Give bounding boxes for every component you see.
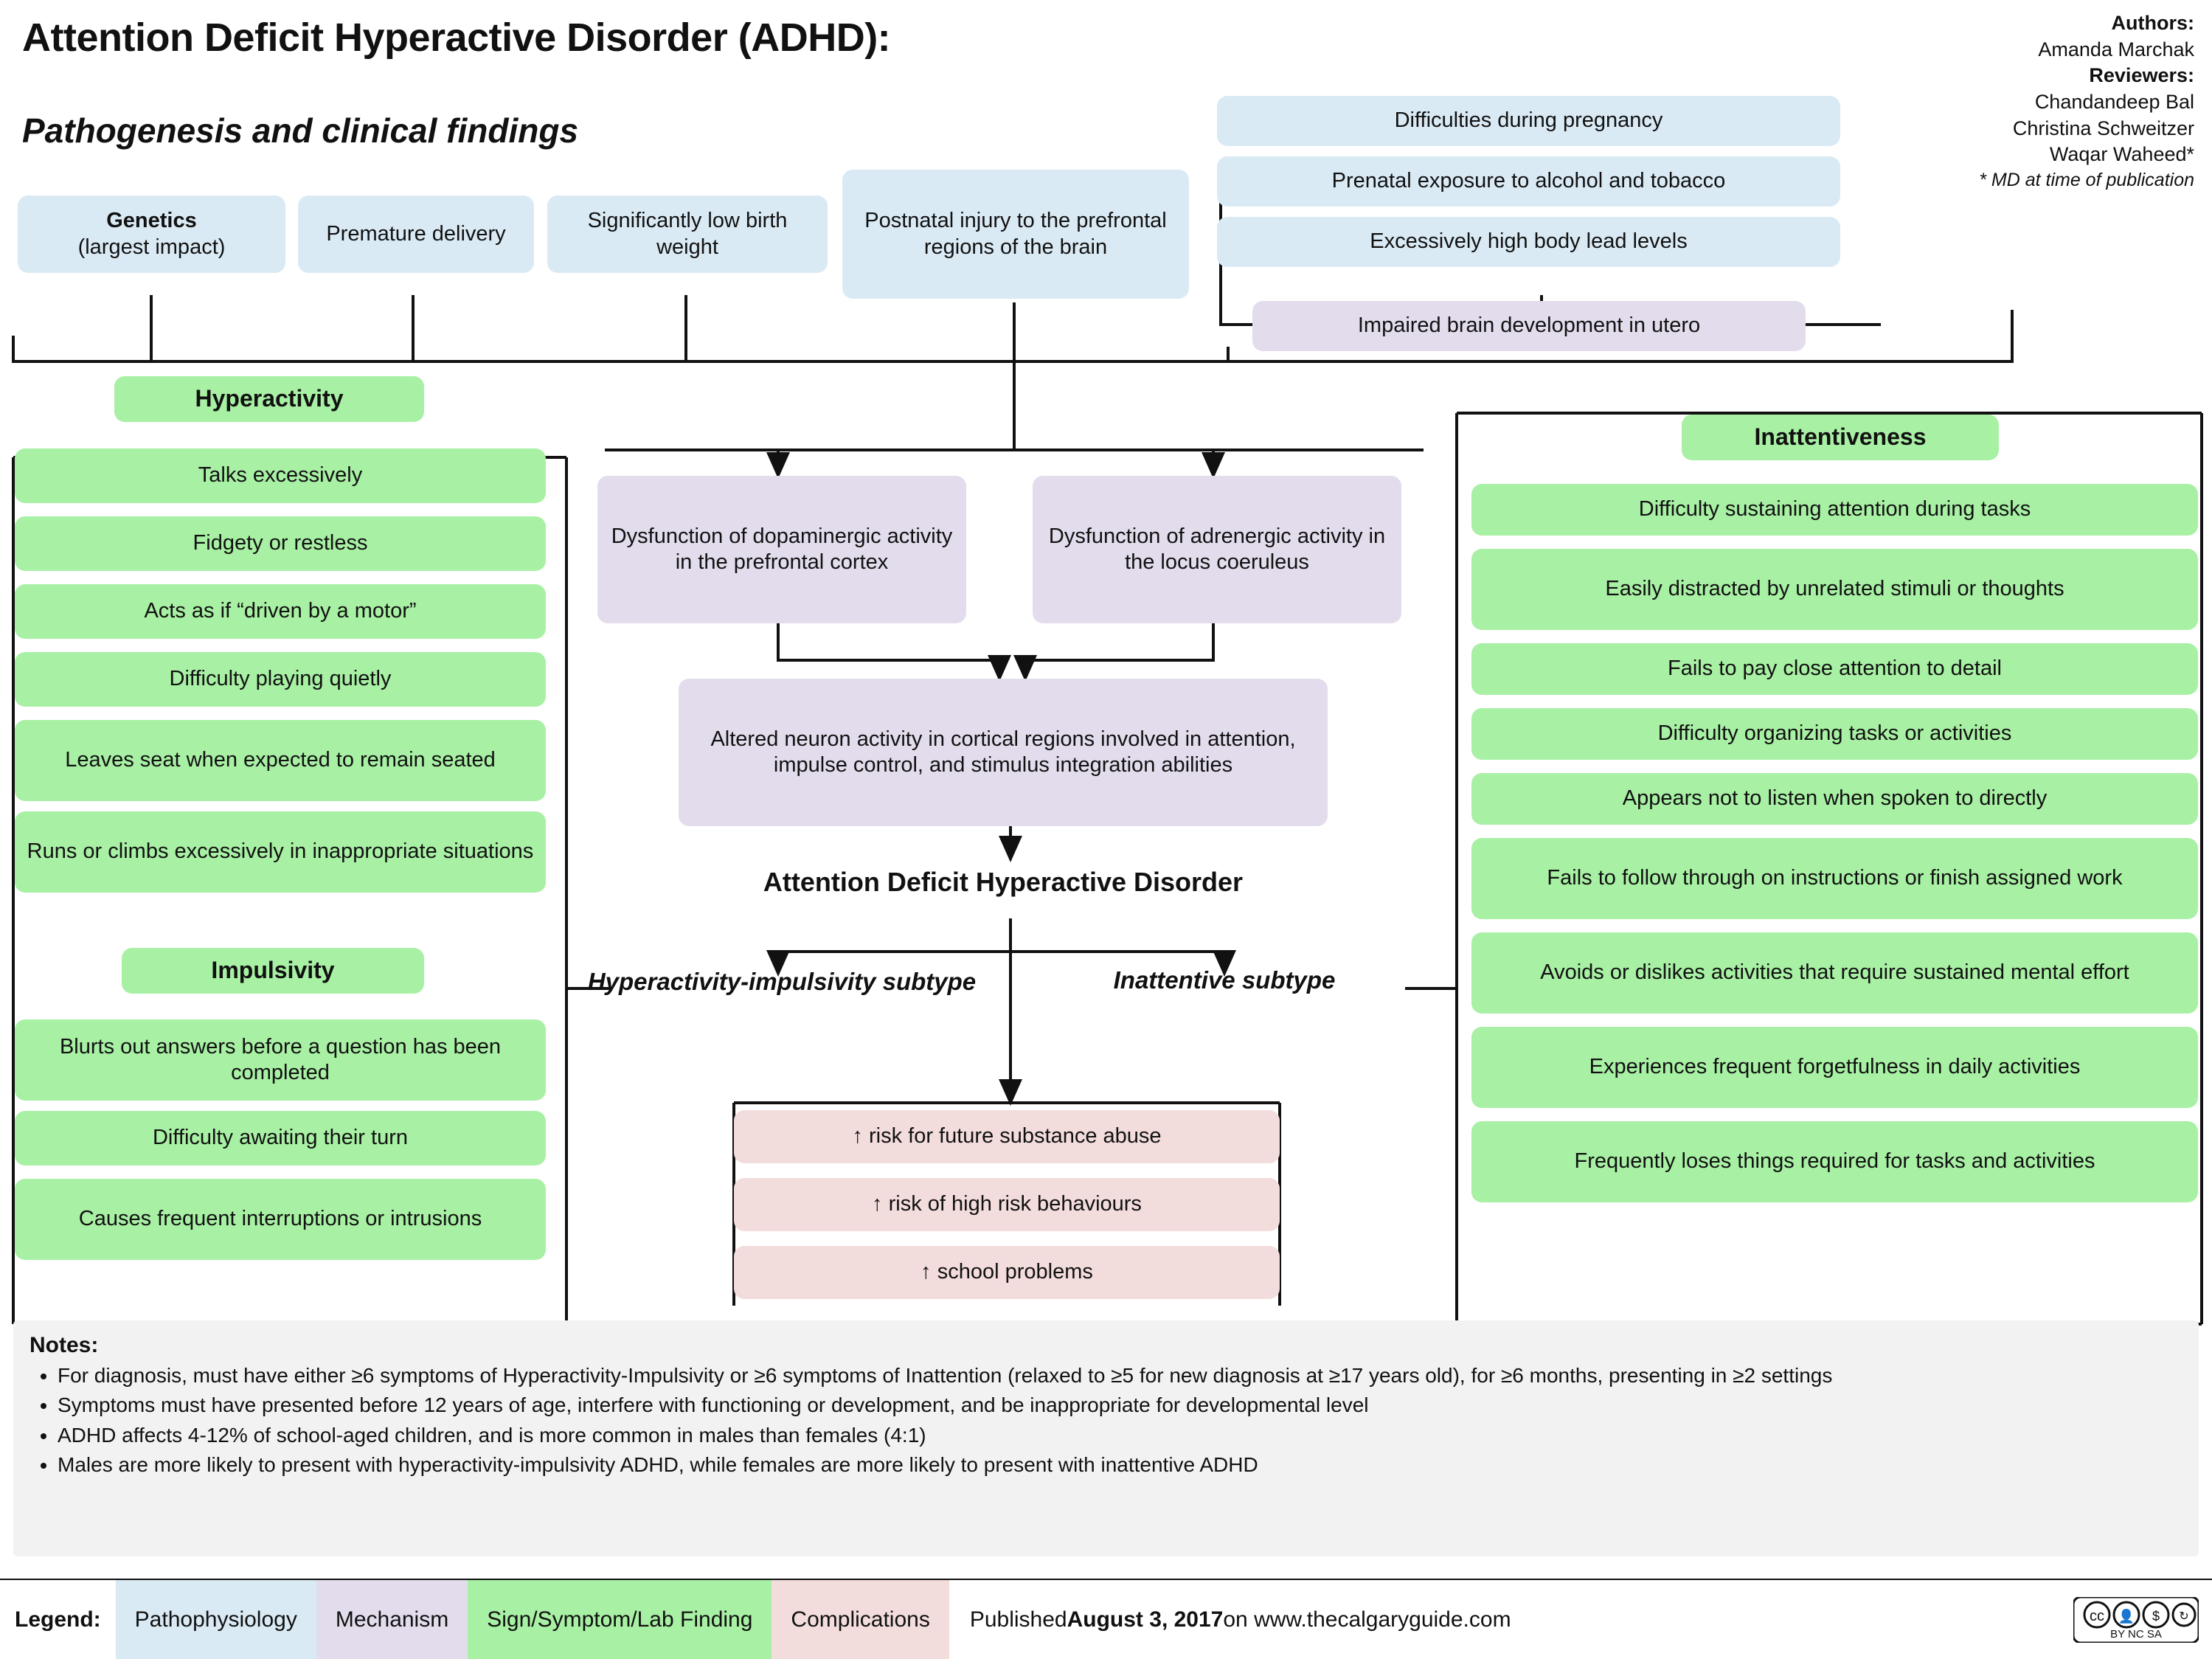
legend-item-pathophysiology: Pathophysiology	[116, 1580, 316, 1659]
risk-prenatal-exposure: Prenatal exposure to alcohol and tobacco	[1217, 156, 1840, 207]
inattentiveness-item-3: Difficulty organizing tasks or activities	[1471, 708, 2198, 760]
legend-bar	[0, 1579, 2212, 1659]
reviewers-label: Reviewers:	[2089, 64, 2194, 87]
hyperactivity-heading: Hyperactivity	[114, 376, 424, 422]
legend-item-mechanism: Mechanism	[316, 1580, 468, 1659]
inattentiveness-item-4: Appears not to listen when spoken to directly	[1471, 773, 2198, 825]
risk-pregnancy-difficulties: Difficulties during pregnancy	[1217, 96, 1840, 146]
inattentiveness-item-2: Fails to pay close attention to detail	[1471, 643, 2198, 695]
creative-commons-license[interactable]	[2060, 1580, 2212, 1659]
published-prefix: Published	[969, 1607, 1067, 1632]
note-item-2: • ADHD affects 4-12% of school-aged children, and is more common in males than females (4:1)	[58, 1422, 2182, 1449]
hyperactivity-item-4: Leaves seat when expected to remain seated	[15, 720, 546, 801]
inattentiveness-item-0: Difficulty sustaining attention during tasks	[1471, 484, 2198, 536]
svg-text:cc: cc	[2090, 1607, 2104, 1624]
reviewer-3: Waqar Waheed*	[2049, 143, 2194, 166]
impaired-brain-development: Impaired brain development in utero	[1252, 301, 1806, 351]
impulsivity-item-0: Blurts out answers before a question has been completed	[15, 1019, 546, 1101]
risk-genetics	[18, 195, 285, 273]
reviewer-1: Chandandeep Bal	[2034, 90, 2194, 113]
cc-license-text: BY NC SA	[2110, 1627, 2162, 1641]
svg-text:$: $	[2152, 1608, 2160, 1624]
adrenergic-dysfunction: Dysfunction of adrenergic activity in the locus coeruleus	[1033, 476, 1401, 623]
risk-premature-delivery: Premature delivery	[298, 195, 534, 273]
complication-high-risk-behaviour: ↑ risk of high risk behaviours	[734, 1178, 1280, 1231]
risk-genetics-label: Genetics	[106, 209, 197, 233]
authors-label: Authors:	[2111, 12, 2194, 34]
inattentiveness-item-5: Fails to follow through on instructions or finish assigned work	[1471, 838, 2198, 919]
risk-lead-levels: Excessively high body lead levels	[1217, 217, 1840, 267]
impulsivity-heading: Impulsivity	[122, 948, 424, 994]
risk-postnatal-injury: Postnatal injury to the prefrontal regions of the brain	[842, 170, 1189, 299]
svg-text:👤: 👤	[2118, 1608, 2135, 1624]
notes-title: Notes:	[30, 1333, 99, 1357]
inattentiveness-item-8: Frequently loses things required for tasks and activities	[1471, 1121, 2198, 1202]
subtype-hyperactivity-impulsivity: Hyperactivity-impulsivity subtype	[587, 968, 977, 995]
notes-panel	[13, 1320, 2199, 1556]
dopaminergic-dysfunction: Dysfunction of dopaminergic activity in the prefrontal cortex	[597, 476, 966, 623]
hyperactivity-item-0: Talks excessively	[15, 448, 546, 503]
hyperactivity-item-1: Fidgety or restless	[15, 516, 546, 571]
inattentiveness-item-6: Avoids or dislikes activities that require sustained mental effort	[1471, 932, 2198, 1014]
adhd-diagnosis-label: Attention Deficit Hyperactive Disorder	[763, 867, 1244, 897]
page-title: Attention Deficit Hyperactive Disorder (ADHD):	[22, 15, 891, 60]
note-item-1: • Symptoms must have presented before 12 years of age, interfere with functioning or development, and be inappropriate for developmental level	[58, 1392, 2182, 1419]
complication-substance-abuse: ↑ risk for future substance abuse	[734, 1110, 1280, 1163]
hyperactivity-item-5: Runs or climbs excessively in inappropriate situations	[15, 811, 546, 893]
published-suffix: on www.thecalgaryguide.com	[1223, 1607, 1511, 1632]
reviewer-2: Christina Schweitzer	[2012, 117, 2194, 139]
subtype-inattentive: Inattentive subtype	[1113, 966, 1336, 994]
svg-text:↻: ↻	[2179, 1610, 2189, 1623]
authors-block	[1979, 10, 2194, 193]
legend-item-complications: Complications	[772, 1580, 949, 1659]
page-subtitle: Pathogenesis and clinical findings	[22, 111, 579, 150]
legend-item-sign-symptom: Sign/Symptom/Lab Finding	[468, 1580, 772, 1659]
impulsivity-item-2: Causes frequent interruptions or intrusions	[15, 1179, 546, 1260]
hyperactivity-item-3: Difficulty playing quietly	[15, 652, 546, 707]
cc-license-icon	[2073, 1597, 2199, 1643]
note-item-0: • For diagnosis, must have either ≥6 symptoms of Hyperactivity-Impulsivity or ≥6 symptoms of Inattention (relaxed to ≥5 for new diagnosis at ≥17 years old), for ≥6 months, presenting in ≥2 settings	[58, 1362, 2182, 1389]
altered-neuron-activity: Altered neuron activity in cortical regions involved in attention, impulse control, and stimulus integration abilities	[679, 679, 1328, 826]
hyperactivity-item-2: Acts as if “driven by a motor”	[15, 584, 546, 639]
published-date: August 3, 2017	[1067, 1607, 1224, 1632]
complication-school-problems: ↑ school problems	[734, 1246, 1280, 1299]
publication-info	[949, 1580, 2060, 1659]
note-item-3: • Males are more likely to present with hyperactivity-impulsivity ADHD, while females are more likely to present with inattentive ADHD	[58, 1452, 2182, 1478]
inattentiveness-item-7: Experiences frequent forgetfulness in daily activities	[1471, 1027, 2198, 1108]
risk-low-birth-weight: Significantly low birth weight	[547, 195, 828, 273]
inattentiveness-heading: Inattentiveness	[1682, 415, 1999, 460]
inattentiveness-item-1: Easily distracted by unrelated stimuli or thoughts	[1471, 549, 2198, 630]
risk-genetics-sublabel: (largest impact)	[77, 235, 226, 259]
impulsivity-item-1: Difficulty awaiting their turn	[15, 1111, 546, 1166]
legend-label: Legend:	[15, 1607, 101, 1632]
authors-footnote: * MD at time of publication	[1979, 169, 2194, 190]
author-name: Amanda Marchak	[2038, 38, 2194, 60]
